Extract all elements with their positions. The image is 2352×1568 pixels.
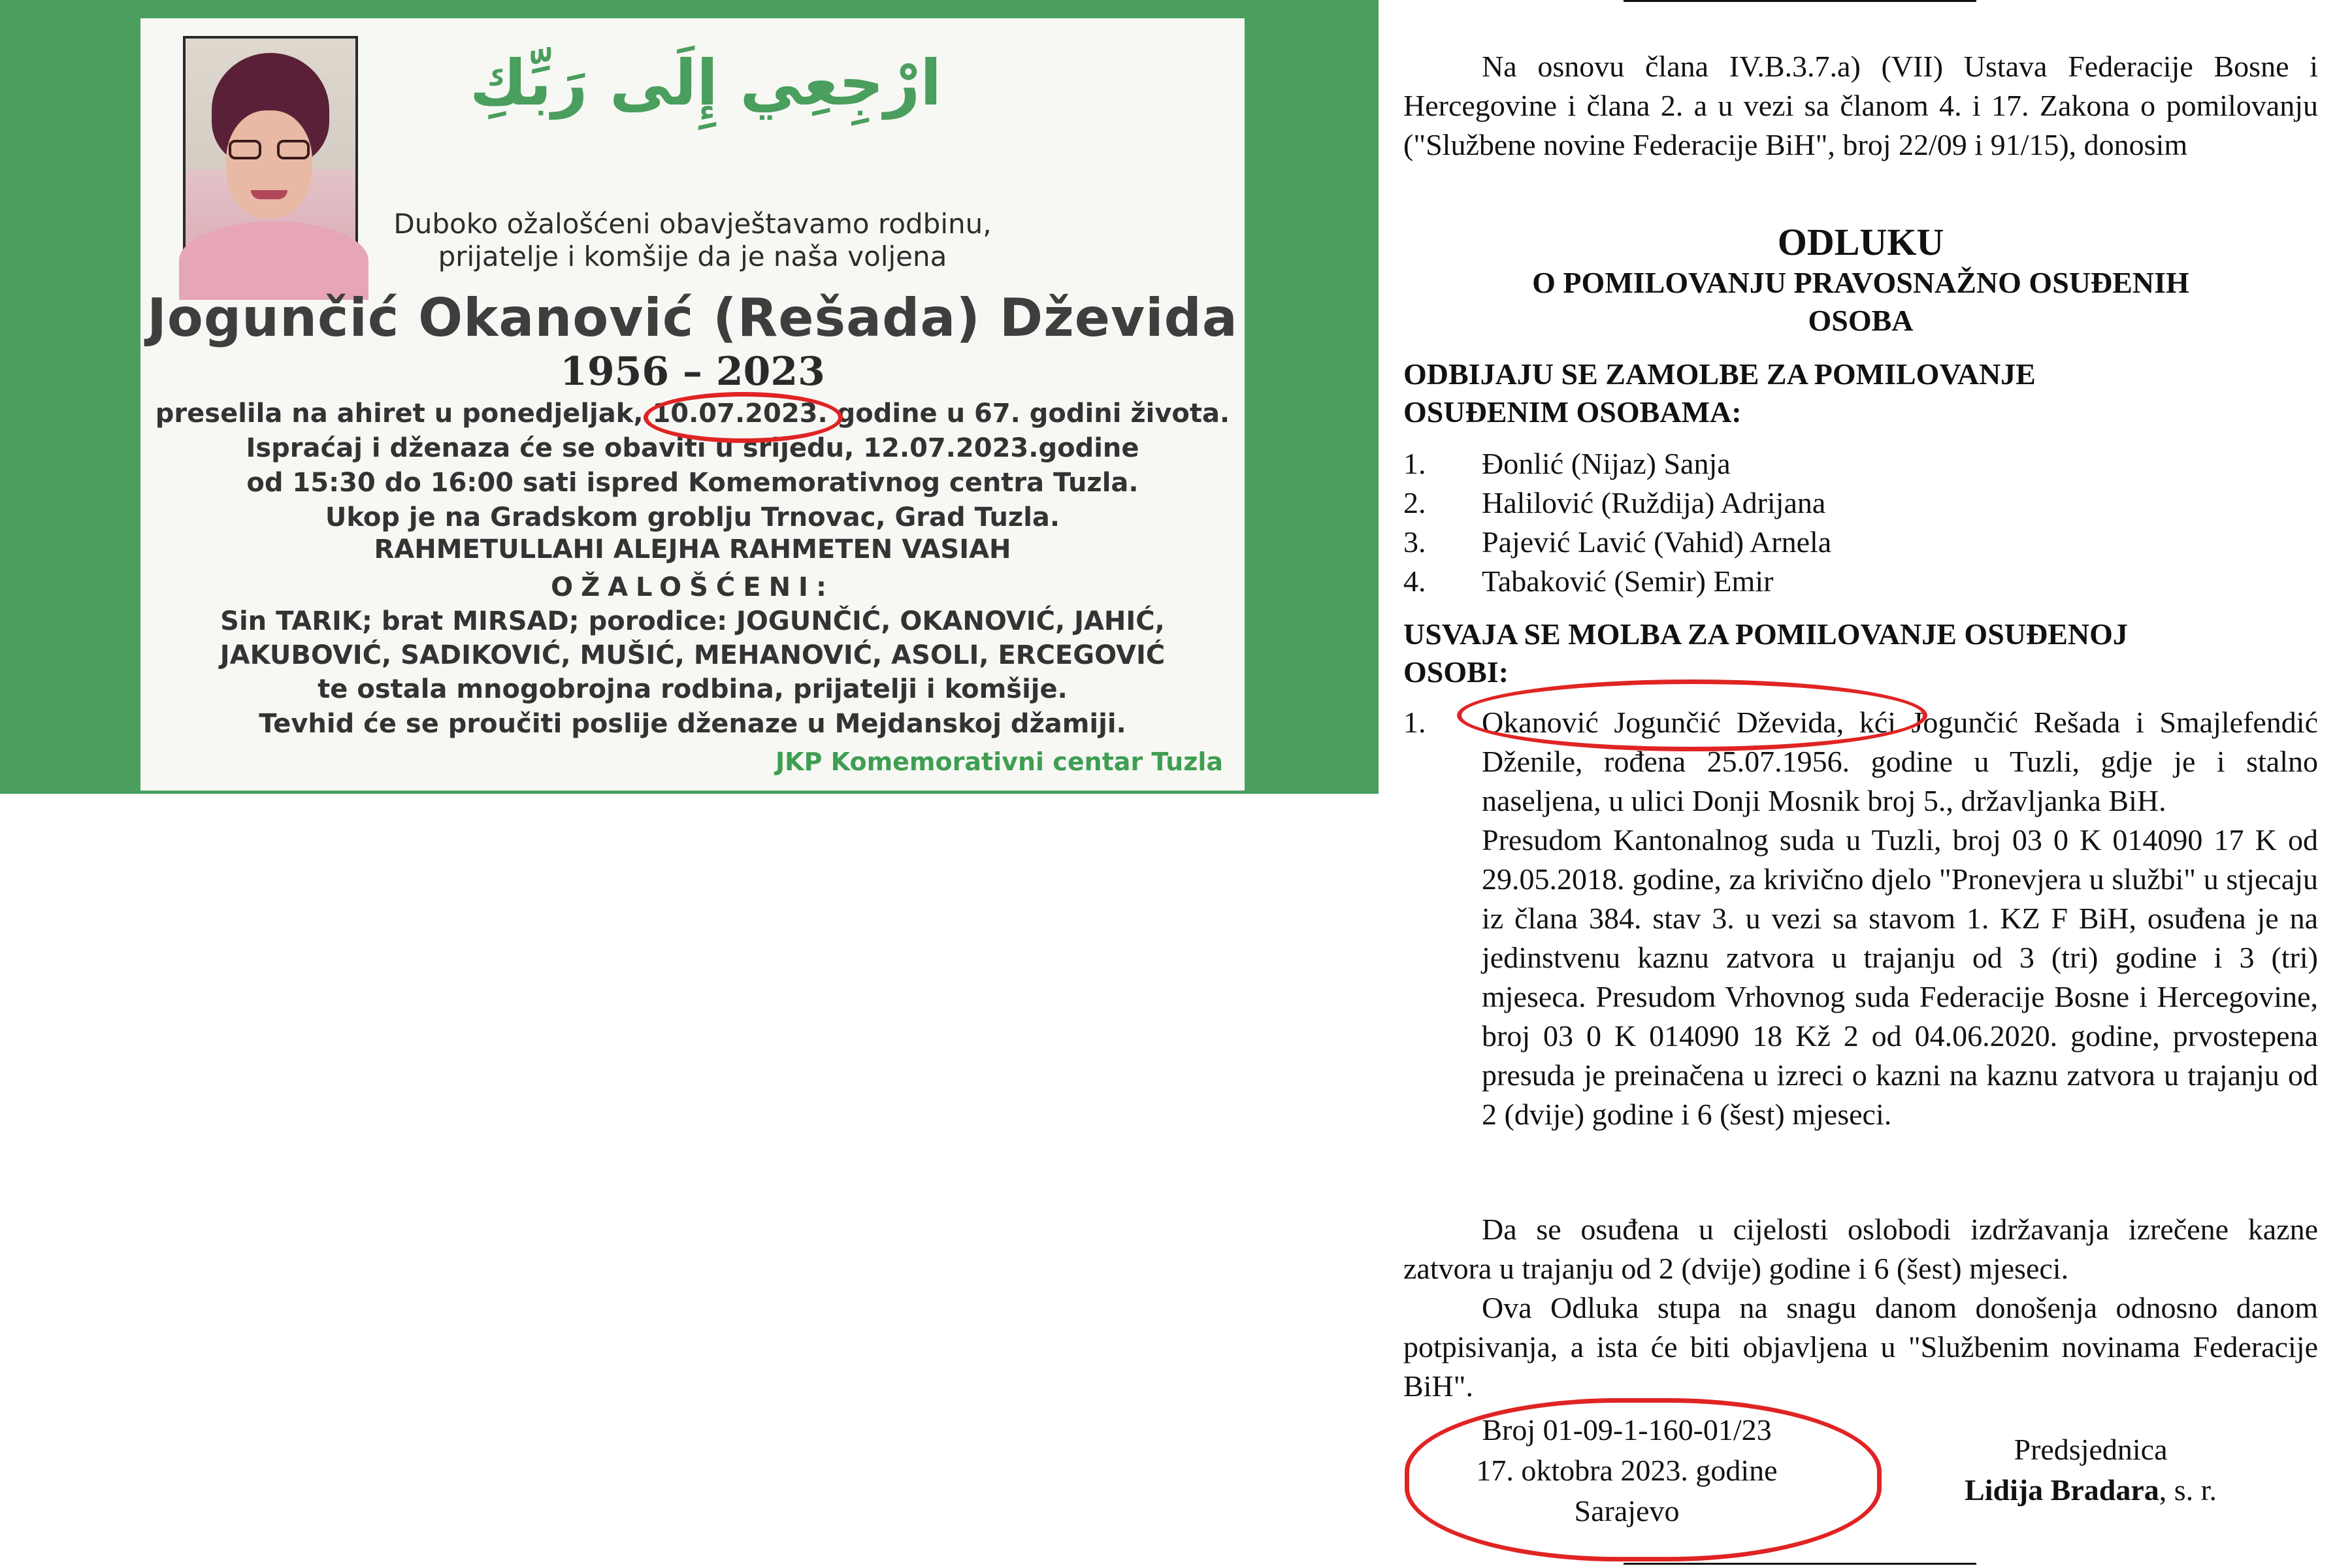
death-date-line: preselila na ahiret u ponedjeljak, 10.07.2023. godine u 67. godini života. bbox=[155, 399, 1230, 429]
bottom-rule bbox=[1624, 1563, 1976, 1565]
arabic-calligraphy bbox=[469, 26, 942, 131]
document-reference bbox=[1424, 1410, 1829, 1531]
decision-subtitle-2: OSOBA bbox=[1808, 304, 1914, 337]
signer-name: Lidija Bradara bbox=[1965, 1473, 2159, 1507]
decision-title: ODLUKU bbox=[1777, 221, 1944, 263]
mourners-line-2: JAKUBOVIĆ, SADIKOVIĆ, MUŠIĆ, MEHANOVIĆ, ASOLI, ERCEGOVIĆ bbox=[220, 640, 1166, 670]
prayer-line: RAHMETULLAHI ALEJHA RAHMETEN VASIAH bbox=[374, 534, 1011, 564]
mourners-heading: OŽALOŠĆENI: bbox=[551, 572, 834, 602]
deceased-name: Jogunčić Okanović (Rešada) Dževida bbox=[147, 287, 1238, 348]
effect-paragraph: Ova Odluka stupa na snagu danom donošenja odnosno danom potpisivanja, a ista će biti objavljena u "Službenim novinama Federacije BiH". bbox=[1403, 1291, 2318, 1403]
obituary-footer: JKP Komemorativni centar Tuzla bbox=[776, 747, 1223, 776]
top-rule bbox=[1624, 0, 1976, 2]
granted-heading-1: USVAJA SE MOLBA ZA POMILOVANJE OSUĐENOJ bbox=[1403, 617, 2128, 651]
mourners-line-3: te ostala mnogobrojna rodbina, prijatelji i komšije. bbox=[318, 674, 1068, 704]
svg-text:ارْجِعِي إِلَى رَبِّكِ: ارْجِعِي إِلَى رَبِّكِ bbox=[469, 46, 942, 120]
verdict-paragraph: Presudom Kantonalnog suda u Tuzli, broj 03 0 K 014090 17 K od 29.05.2018. godine, za krivično djelo "Pronevjera u službi" u stjecaju iz člana 384. stav 3. u vezi sa stavom 1. KZ F BiH, osuđena je na jedinstvenu kaznu zatvora u trajanju od 3 (tri) godine i 3 (tri) mjeseca. Presudom Vrhovnog suda Federacije Bosne i Hercegovine, broj 03 0 K 014090 18 Kž 2 od 04.06.2020. godine, prvostepena presuda je preinačena u izreci o kazni na kaznu zatvora u trajanju od 2 (dvije) godine i 6 (šest) mjeseci. bbox=[1482, 823, 2318, 1131]
tevhid-line: Tevhid će se proučiti poslije dženaze u Mejdanskoj džamiji. bbox=[259, 709, 1126, 739]
obituary-notice bbox=[0, 0, 1379, 794]
signer-title: Predsjednica bbox=[2014, 1433, 2168, 1466]
granted-heading-2: OSOBI: bbox=[1403, 655, 1509, 689]
preamble: Na osnovu člana IV.B.3.7.a) (VII) Ustava Federacije Bosne i Hercegovine i člana 2. a u vezi sa članom 4. i 17. Zakona o pomilovanju ("Službene novine Federacije BiH", broj 22/09 i 91/15), donosim bbox=[1403, 50, 2318, 161]
granted-name: Okanović Jogunčić Dževida, bbox=[1482, 706, 1844, 739]
funeral-time-line: od 15:30 do 16:00 sati ispred Komemorativnog centra Tuzla. bbox=[246, 468, 1139, 498]
release-paragraph: Da se osuđena u cijelosti oslobodi izdržavanja izrečene kazne zatvora u trajanju od 2 (dvije) godine i 6 (šest) mjeseci. bbox=[1403, 1213, 2318, 1285]
life-years: 1956 – 2023 bbox=[560, 349, 825, 395]
decision-subtitle-1: O POMILOVANJU PRAVOSNAŽNO OSUĐENIH bbox=[1532, 266, 2189, 299]
signer-suffix: , s. r. bbox=[2159, 1473, 2217, 1507]
granted-person bbox=[1482, 703, 2318, 1134]
pardon-decision-document: Na osnovu člana IV.B.3.7.a) (VII) Ustava Federacije Bosne i Hercegovine i člana 2. a u vezi sa članom 4. i 17. Zakona o pomilovanju ("Službene novine Federacije BiH", broj 22/09 i 91/15), donosim ODLUKU O POMILOVANJU PRAVOSNAŽNO OSUĐENIH OSOBA ODBIJAJU SE ZAMOLBE ZA POMILOVANJE OSUĐENIM OSOBAMA: 1. Đonlić (Nijaz) Sanja 2. Halilović (Ruždija) Adrijana 3. Pajević Lavić (Vahid) Arnela 4. Tabaković (Semir) Emir USVAJA SE MOLBA ZA POMILOVANJE OSUĐENOJ OSOBI: 1. Okanović Jogunčić Dževida, kći Jogunčić Rešada i Smajlefendić Dženile, rođena 25.07.1956. godine u Tuzli, gdje je i stalno naseljena, u ulici Donji Mosnik broj 5., državljanka BiH. Presudom Kantonalnog suda u Tuzli, broj 03 0 K 014090 17 K od 29.05.2018. godine, za krivično djelo "Pronevjera u službi" u stjecaju iz člana 384. stav 3. u vezi sa stavom 1. KZ F BiH, osuđena je na jedinstvenu kaznu zatvora u trajanju od 3 (tri) godine i 3 (tri) mjeseca. Presudom Vrhovnog suda Federacije Bosne i Hercegovine, broj 03 0 K 014090 18 Kž 2 od 04.06.2020. godine, prvostepena presuda je preinačena u izreci o kazni na kaznu zatvora u trajanju od 2 (dvije) godine i 6 (šest) mjeseci. Da se osuđena u cijelosti oslobodi izdržavanja izrečene kazne zatvora u trajanju od 2 (dvije) godine i 6 (šest) mjeseci. Ova Odluka stupa na snagu danom donošenja odnosno danom potpisivanja, a ista će biti objavljena u "Službenim novinama Federacije BiH". Broj 01-09-1-160-01/23 17. oktobra 2023. godine Sarajevo Predsjednica Lidija Bradara, s. r. bbox=[1398, 0, 2352, 1568]
burial-line: Ukop je na Gradskom groblju Trnovac, Grad Tuzla. bbox=[325, 502, 1060, 532]
signature-block bbox=[1908, 1429, 2274, 1511]
document-place: Sarajevo bbox=[1574, 1494, 1680, 1527]
granted-details: kći Jogunčić Rešada i Smajlefendić Dženile, rođena 25.07.1956. godine u Tuzli, gdje je i stalno naseljena, u ulici Donji Mosnik broj 5., državljanka BiH. bbox=[1482, 706, 2319, 817]
document-number: Broj 01-09-1-160-01/23 bbox=[1482, 1413, 1772, 1446]
intro-line-1: Duboko ožalošćeni obavještavamo rodbinu, bbox=[393, 208, 992, 240]
intro-line-2: prijatelje i komšije da je naša voljena bbox=[438, 240, 947, 272]
document-date: 17. oktobra 2023. godine bbox=[1476, 1454, 1778, 1487]
funeral-line: Ispraćaj i dženaza će se obaviti u srijedu, 12.07.2023.godine bbox=[246, 433, 1139, 463]
rejected-heading-1: ODBIJAJU SE ZAMOLBE ZA POMILOVANJE bbox=[1403, 357, 2036, 391]
rejected-heading-2: OSUĐENIM OSOBAMA: bbox=[1403, 395, 1742, 429]
mourners-line-1: Sin TARIK; brat MIRSAD; porodice: JOGUNČIĆ, OKANOVIĆ, JAHIĆ, bbox=[220, 606, 1165, 636]
